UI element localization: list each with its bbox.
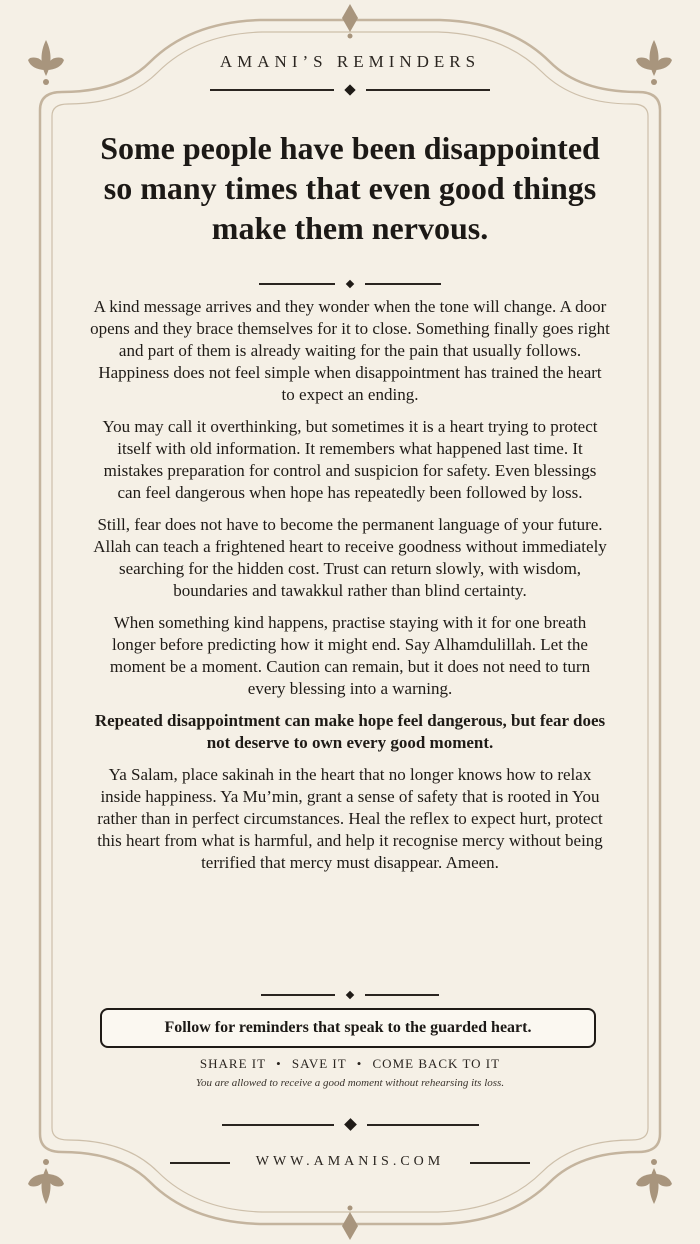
dua-paragraph: Ya Salam, place sakinah in the heart that no longer knows how to relax inside happiness. Ya Mu’min, grant a sense of safety that is rooted in You rather than in perfect circumstances. Heal the reflex to expect hurt, protect this heart from what is harmful, and help it recognise mercy without being terrified that mercy must disappear. Ameen. (97, 765, 603, 872)
diamond-icon (346, 280, 354, 288)
diamond-icon (344, 84, 355, 95)
headline: Some people have been disappointed so many times that even good things make them nervous. (100, 130, 600, 246)
website-link[interactable]: WWW.AMANIS.COM (255, 1154, 445, 1169)
separator-dot: • (356, 1056, 363, 1071)
website-rule-right (470, 1162, 530, 1164)
header-divider (0, 86, 700, 94)
paragraph: Still, fear does not have to become the permanent language of your future. Allah can teach a frightened heart to receive goodness without immediately searching for the hidden cost. Trust can return slowly, with wisdom, boundaries and tawakkul rather than blind certainty. (93, 515, 607, 600)
separator-dot: • (276, 1056, 282, 1071)
highlight-quote: Repeated disappointment can make hope feel dangerous, but fear does not deserve to own every good moment. (94, 711, 606, 752)
footer-divider (0, 1120, 700, 1129)
come-back-link[interactable]: COME BACK TO IT (372, 1056, 501, 1071)
save-link[interactable]: SAVE IT (291, 1056, 347, 1071)
body-text (90, 296, 610, 884)
follow-cta-button[interactable] (100, 1008, 596, 1048)
brand-title: AMANI’S REMINDERS (219, 52, 481, 71)
paragraph: A kind message arrives and they wonder when the tone will change. A door opens and they brace themselves for it to close. Something finally goes right and part of them is already waiting for the pain that usually follows. Happiness does not feel simple when disappointment has trained the heart to expect an ending. (90, 297, 610, 404)
diamond-icon (346, 991, 354, 999)
tagline: You are allowed to receive a good moment without rehearsing its loss. (195, 1077, 505, 1089)
bottom-ornament (342, 1206, 358, 1241)
paragraph: When something kind happens, practise staying with it for one breath longer before predicting how it might end. Say Alhamdulillah. Let the moment be a moment. Caution can remain, but it does not need to turn every blessing into a warning. (109, 613, 591, 698)
body-divider (0, 992, 700, 998)
action-links (0, 1056, 700, 1072)
diamond-icon (344, 1118, 357, 1131)
top-ornament (342, 4, 358, 39)
headline-divider (0, 281, 700, 287)
paragraph: You may call it overthinking, but sometimes it is a heart trying to protect itself with old information. It remembers what happened last time. It mistakes preparation for control and suspicion for safety. Even blessings can feel dangerous when hope has repeatedly been followed by loss. (102, 417, 598, 502)
share-link[interactable]: SHARE IT (199, 1056, 266, 1071)
follow-cta-label: Follow for reminders that speak to the guarded heart. (164, 1019, 532, 1036)
